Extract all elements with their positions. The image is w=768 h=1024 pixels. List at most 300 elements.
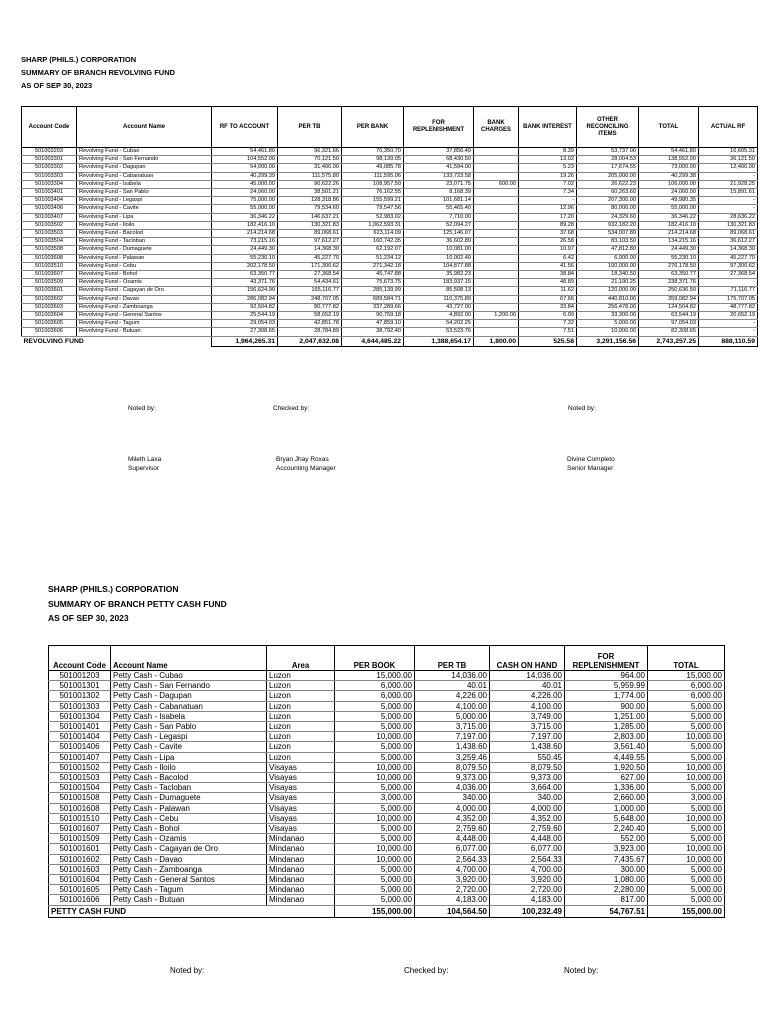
table-cell: 5,000.00 <box>335 783 415 793</box>
table-cell: Petty Cash - Dagupan <box>111 691 267 701</box>
table-cell: 16,605.31 <box>699 148 758 156</box>
col-header: ACTUAL RF <box>699 107 758 148</box>
table-cell: 41.56 <box>519 262 577 270</box>
total-cell: 155,000.00 <box>335 905 415 917</box>
table-cell: 3,923.00 <box>565 844 648 854</box>
table-cell: Revolving Fund - General Santos <box>77 312 212 320</box>
table-cell: 6,077.00 <box>415 844 490 854</box>
table-cell: 26.58 <box>519 238 577 246</box>
table-cell: 6,000.00 <box>648 681 725 691</box>
table-cell: 165,116.77 <box>278 287 342 295</box>
table-cell: 80,000.00 <box>577 205 639 213</box>
table-cell: 130,321.83 <box>278 221 342 229</box>
table-cell: 53,523.76 <box>404 328 474 336</box>
total-label: REVOLVING FUND <box>22 336 212 346</box>
col-header: Area <box>267 646 335 671</box>
table-row <box>22 287 758 295</box>
table-cell: - <box>699 197 758 205</box>
table-row <box>49 681 725 691</box>
report-date: AS OF SEP 30, 2023 <box>48 613 129 623</box>
report2-header <box>48 582 227 626</box>
table-cell: 501003407 <box>22 213 77 221</box>
table-cell: 9,373.00 <box>415 773 490 783</box>
table-cell: 285,139.99 <box>342 287 404 295</box>
table-cell: 1,438.60 <box>490 742 565 752</box>
total-cell: 100,232.49 <box>490 905 565 917</box>
table-cell <box>474 213 519 221</box>
table-cell: - <box>699 328 758 336</box>
col-header: TOTAL <box>639 107 699 148</box>
table-cell: 4,700.00 <box>415 864 490 874</box>
table-cell: 1,000.00 <box>565 803 648 813</box>
table-cell: 28,784.89 <box>278 328 342 336</box>
table-cell: Petty Cash - Tacloban <box>111 783 267 793</box>
table-cell: 130,321.83 <box>699 221 758 229</box>
table-cell: 5,000.00 <box>335 834 415 844</box>
table-cell: 214,214.68 <box>212 230 278 238</box>
table-cell: Luzon <box>267 681 335 691</box>
table-cell: 337,289.66 <box>342 303 404 311</box>
total-cell: 1,964,265.31 <box>212 336 278 346</box>
table-row <box>22 213 758 221</box>
table-cell: Petty Cash - Butuan <box>111 895 267 905</box>
table-cell: 286,082.94 <box>212 295 278 303</box>
table-cell: 2,564.33 <box>490 854 565 864</box>
table-cell: Visayas <box>267 783 335 793</box>
table-cell: Revolving Fund - Ozamis <box>77 279 212 287</box>
table-cell: Visayas <box>267 824 335 834</box>
table-cell: Revolving Fund - Dagupan <box>77 164 212 172</box>
table-cell: 10,000.00 <box>648 773 725 783</box>
table-row <box>49 701 725 711</box>
table-cell: 5,000.00 <box>335 742 415 752</box>
table-cell: 4,448.00 <box>490 834 565 844</box>
table-cell: 182,416.10 <box>212 221 278 229</box>
table-cell: 134,215.16 <box>639 238 699 246</box>
signatory-role: Senior Manager <box>567 465 614 472</box>
table-cell: 4,449.55 <box>565 752 648 762</box>
total-cell: 2,743,257.25 <box>639 336 699 346</box>
table-cell: 41,594.00 <box>404 164 474 172</box>
table-cell: 20,652.19 <box>699 312 758 320</box>
table-cell: 5,000.00 <box>648 834 725 844</box>
table-cell: 37.68 <box>519 230 577 238</box>
table-cell: 4,000.00 <box>415 803 490 813</box>
table-cell: 101,681.14 <box>404 197 474 205</box>
table-cell: 207,300.00 <box>577 197 639 205</box>
table-cell: 7.32 <box>519 320 577 328</box>
total-cell: 4,644,485.22 <box>342 336 404 346</box>
table-cell: 40.01 <box>415 681 490 691</box>
signatory-supervisor <box>128 455 161 473</box>
table-cell: 6,000.00 <box>335 681 415 691</box>
col-header: RF TO ACCOUNT <box>212 107 278 148</box>
table-cell: 4,183.00 <box>490 895 565 905</box>
col-header: FOR REPLENISHMENT <box>565 646 648 671</box>
table-cell: 53,737.00 <box>577 148 639 156</box>
report1-header <box>21 53 175 92</box>
table-cell <box>474 238 519 246</box>
table-cell: 68,430.50 <box>404 156 474 164</box>
table-cell: 3,920.00 <box>490 875 565 885</box>
table-cell: 89,068.61 <box>278 230 342 238</box>
table-cell: 7,710.00 <box>404 213 474 221</box>
table-cell: Revolving Fund - San Pablo <box>77 189 212 197</box>
table-cell: 13.02 <box>519 156 577 164</box>
table-cell: - <box>519 197 577 205</box>
table-cell: Revolving Fund - Butuan <box>77 328 212 336</box>
table-cell: 5,000.00 <box>335 803 415 813</box>
table-cell: 501001605 <box>49 885 111 895</box>
table-cell: 90,622.26 <box>278 180 342 188</box>
table-cell: Revolving Fund - Dumaguete <box>77 246 212 254</box>
revolving-fund-rows <box>22 148 758 337</box>
table-row <box>49 885 725 895</box>
table-cell: 160,742.35 <box>342 238 404 246</box>
table-cell: 12,406.00 <box>699 164 758 172</box>
table-cell: 501001302 <box>49 691 111 701</box>
table-cell: 8,079.50 <box>415 762 490 772</box>
signatory-role: Accounting Manager <box>276 465 336 472</box>
signatory-accounting-manager <box>276 455 336 473</box>
table-cell: 501001604 <box>49 875 111 885</box>
table-cell: 35,982.23 <box>404 271 474 279</box>
table-cell: 5,000.00 <box>648 803 725 813</box>
table-cell: 7,197.00 <box>415 732 490 742</box>
table-cell: 3,715.00 <box>490 722 565 732</box>
table-cell: 36,346.22 <box>639 213 699 221</box>
table-cell: 5,000.00 <box>648 722 725 732</box>
table-cell: 10.97 <box>519 246 577 254</box>
total-cell: 1,388,654.17 <box>404 336 474 346</box>
table-cell: 6,077.00 <box>490 844 565 854</box>
table-cell <box>474 328 519 336</box>
table-cell: 96,321.66 <box>278 148 342 156</box>
table-row <box>22 328 758 336</box>
table-cell: 52,983.02 <box>342 213 404 221</box>
table-cell: 15,000.00 <box>335 671 415 681</box>
table-cell: 10,000.00 <box>648 813 725 823</box>
total-row <box>49 905 725 917</box>
table-cell: 501001203 <box>49 671 111 681</box>
table-cell: 97,612.27 <box>278 238 342 246</box>
table-cell: 1,336.00 <box>565 783 648 793</box>
table-cell: 38,501.21 <box>278 189 342 197</box>
table-cell: 36,121.50 <box>699 156 758 164</box>
table-cell: 7.02 <box>519 180 577 188</box>
table-cell: 3,715.00 <box>415 722 490 732</box>
table-row <box>49 854 725 864</box>
table-cell <box>474 164 519 172</box>
table-row <box>22 295 758 303</box>
table-cell: 3,000.00 <box>335 793 415 803</box>
table-cell: 183,937.15 <box>404 279 474 287</box>
col-header: Account Name <box>111 646 267 671</box>
table-cell: 70,350.70 <box>342 148 404 156</box>
table-cell: 146,637.21 <box>278 213 342 221</box>
total-cell: 1,800.00 <box>474 336 519 346</box>
table-cell: 501003401 <box>22 189 77 197</box>
table-cell: 97,054.03 <box>639 320 699 328</box>
table-cell: Luzon <box>267 671 335 681</box>
table-row <box>49 895 725 905</box>
table-row <box>49 875 725 885</box>
table-cell: 45,000.00 <box>212 180 278 188</box>
table-cell: 63,350.77 <box>639 271 699 279</box>
table-row <box>49 722 725 732</box>
table-cell: 27,308.65 <box>212 328 278 336</box>
table-cell: 63,350.77 <box>212 271 278 279</box>
table-row <box>22 271 758 279</box>
table-cell: 501003302 <box>22 164 77 172</box>
table-cell: 501001303 <box>49 701 111 711</box>
table-cell: 38,792.40 <box>342 328 404 336</box>
table-cell: 47,812.80 <box>577 246 639 254</box>
table-cell: 5,000.00 <box>648 895 725 905</box>
table-cell: 92,504.82 <box>212 303 278 311</box>
table-cell: 110,375.89 <box>404 295 474 303</box>
table-cell: 8,168.39 <box>404 189 474 197</box>
table-cell: 67.66 <box>519 295 577 303</box>
table-cell: 340.00 <box>490 793 565 803</box>
table-row <box>22 312 758 320</box>
table-cell: 6,000.00 <box>648 691 725 701</box>
table-cell: 73,000.00 <box>639 164 699 172</box>
table-cell: 6,000.00 <box>577 254 639 262</box>
table-cell: 156,624.90 <box>212 287 278 295</box>
table-cell: 80,777.82 <box>278 303 342 311</box>
table-cell: 6,000.00 <box>335 691 415 701</box>
report-date: AS OF SEP 30, 2023 <box>21 81 93 90</box>
total-cell: 3,291,156.56 <box>577 336 639 346</box>
signatory-role: Supervisor <box>128 465 160 472</box>
table-cell: Luzon <box>267 701 335 711</box>
table-cell: Revolving Fund - Davao <box>77 295 212 303</box>
table-cell: Mindanao <box>267 844 335 854</box>
table-cell: Petty Cash - Isabela <box>111 711 267 721</box>
table-row <box>49 813 725 823</box>
table-cell: Petty Cash - Cubao <box>111 671 267 681</box>
table-cell: 501003608 <box>22 254 77 262</box>
table-cell: 5,000.00 <box>335 875 415 885</box>
table-cell: 1,080.00 <box>565 875 648 885</box>
table-cell: 4,183.00 <box>415 895 490 905</box>
table-cell: 1,438.60 <box>415 742 490 752</box>
table-cell: 501001301 <box>49 681 111 691</box>
table-cell <box>474 295 519 303</box>
table-cell: 79,534.60 <box>278 205 342 213</box>
table-cell: 11.62 <box>519 287 577 295</box>
table-row <box>22 320 758 328</box>
report-title: SUMMARY OF BRANCH REVOLVING FUND <box>21 68 176 77</box>
table-cell <box>474 303 519 311</box>
table-cell <box>474 246 519 254</box>
table-cell: 89,068.61 <box>699 230 758 238</box>
table-cell: Luzon <box>267 691 335 701</box>
col-header: BANK CHARGES <box>474 107 519 148</box>
table-cell: 124,504.82 <box>639 303 699 311</box>
table-row <box>49 773 725 783</box>
table-cell: 501003604 <box>22 312 77 320</box>
total-cell: 525.58 <box>519 336 577 346</box>
table-cell: Petty Cash - Cabanatuan <box>111 701 267 711</box>
table-cell: 5,000.00 <box>335 895 415 905</box>
table-cell: 89.28 <box>519 221 577 229</box>
table-cell: 689,584.71 <box>342 295 404 303</box>
table-cell: 75,673.75 <box>342 279 404 287</box>
table-cell: Mindanao <box>267 864 335 874</box>
table-cell: Petty Cash - Legaspi <box>111 732 267 742</box>
table-cell: 40,299.39 <box>212 172 278 180</box>
table-cell <box>474 189 519 197</box>
table-cell: 5,959.99 <box>565 681 648 691</box>
table-cell: 40.01 <box>490 681 565 691</box>
table-cell: 54,461.80 <box>639 148 699 156</box>
table-cell: 1,774.00 <box>565 691 648 701</box>
table-cell: Luzon <box>267 711 335 721</box>
table-cell: 33.84 <box>519 303 577 311</box>
table-cell: 7,197.00 <box>490 732 565 742</box>
table-cell: 4,100.00 <box>415 701 490 711</box>
table-cell: 3,920.00 <box>415 875 490 885</box>
table-cell: 14,368.30 <box>278 246 342 254</box>
table-cell: 501001601 <box>49 844 111 854</box>
table-cell: Revolving Fund - Iloilo <box>77 221 212 229</box>
table-cell: 28,004.53 <box>577 156 639 164</box>
table-cell: 5,000.00 <box>335 722 415 732</box>
table-cell: Visayas <box>267 803 335 813</box>
table-cell: Revolving Fund - Bohol <box>77 271 212 279</box>
table-cell <box>474 230 519 238</box>
table-cell: 10,000.00 <box>335 854 415 864</box>
table-cell: 205,000.00 <box>577 172 639 180</box>
table-cell: Petty Cash - Bacolod <box>111 773 267 783</box>
table-cell: 359,082.94 <box>639 295 699 303</box>
table-cell: 5,000.00 <box>648 824 725 834</box>
table-row <box>22 164 758 172</box>
col-header: PER TB <box>415 646 490 671</box>
col-header: OTHER RECONCILING ITEMS <box>577 107 639 148</box>
table-row <box>22 238 758 246</box>
table-cell: 501001404 <box>49 732 111 742</box>
table-cell: - <box>699 172 758 180</box>
table-cell: 55,230.10 <box>639 254 699 262</box>
table-cell: 45,227.70 <box>278 254 342 262</box>
table-cell: 501003605 <box>22 320 77 328</box>
table-cell: 10,000.00 <box>335 813 415 823</box>
table-cell: 501003406 <box>22 205 77 213</box>
col-header: TOTAL <box>648 646 725 671</box>
total-cell: 155,000.00 <box>648 905 725 917</box>
table-cell: 111,595.06 <box>342 172 404 180</box>
col-header: FOR REPLENISHMENT <box>404 107 474 148</box>
table-cell <box>474 172 519 180</box>
table-cell: 38.84 <box>519 271 577 279</box>
table-cell: 15,000.00 <box>648 671 725 681</box>
signatory-name: Bryan Jhay Roxas <box>276 456 329 463</box>
table-cell: Petty Cash - San Pablo <box>111 722 267 732</box>
table-cell: Visayas <box>267 762 335 772</box>
table-cell: 4,100.00 <box>490 701 565 711</box>
checked-by-label: Checked by: <box>404 966 449 975</box>
table-cell: 501003509 <box>22 279 77 287</box>
table-cell: 501001406 <box>49 742 111 752</box>
table-cell: 5,000.00 <box>577 320 639 328</box>
table-cell: 501001607 <box>49 824 111 834</box>
table-cell: 54,434.61 <box>278 279 342 287</box>
table-cell: 36,612.27 <box>699 238 758 246</box>
table-cell: 49,980.35 <box>639 197 699 205</box>
company-name: SHARP (PHILS.) CORPORATION <box>21 55 137 64</box>
table-cell: 4,352.00 <box>490 813 565 823</box>
table-cell: 2,803.00 <box>565 732 648 742</box>
table-cell: 501003603 <box>22 303 77 311</box>
table-cell: 501001304 <box>49 711 111 721</box>
table-cell: 19.26 <box>519 172 577 180</box>
table-cell: 534,007.80 <box>577 230 639 238</box>
table-cell: 24,060.00 <box>212 189 278 197</box>
table-cell: 28,636.22 <box>699 213 758 221</box>
table-cell: 248,707.05 <box>278 295 342 303</box>
table-cell: Mindanao <box>267 834 335 844</box>
table-cell: Petty Cash - Zamboanga <box>111 864 267 874</box>
table-row <box>49 732 725 742</box>
table-cell: 8.39 <box>519 148 577 156</box>
table-cell: 4,000.00 <box>490 803 565 813</box>
table-cell: Petty Cash - Bohol <box>111 824 267 834</box>
table-row <box>49 762 725 772</box>
table-cell <box>474 156 519 164</box>
table-cell: 440,810.00 <box>577 295 639 303</box>
table-row <box>22 246 758 254</box>
table-row <box>22 303 758 311</box>
table-cell <box>474 205 519 213</box>
table-cell: 501001504 <box>49 783 111 793</box>
table-cell: Revolving Fund - Legaspi <box>77 197 212 205</box>
table-cell <box>474 221 519 229</box>
table-cell: 171,300.62 <box>278 262 342 270</box>
petty-cash-table <box>48 645 725 918</box>
table-cell: 54,202.25 <box>404 320 474 328</box>
table-cell: 97,300.62 <box>699 262 758 270</box>
total-cell: 2,047,632.08 <box>278 336 342 346</box>
table-cell: 627.00 <box>565 773 648 783</box>
table-cell: 9,373.00 <box>490 773 565 783</box>
table-cell: 43,727.00 <box>404 303 474 311</box>
table-cell: - <box>699 205 758 213</box>
total-cell: 104,564.50 <box>415 905 490 917</box>
table-cell: 501003503 <box>22 230 77 238</box>
table-cell: 1,251.00 <box>565 711 648 721</box>
table-row <box>22 156 758 164</box>
table-cell: 10,000.00 <box>648 762 725 772</box>
table-cell: 90,759.18 <box>342 312 404 320</box>
report-title: SUMMARY OF BRANCH PETTY CASH FUND <box>48 598 227 609</box>
table-cell: 5,000.00 <box>335 864 415 874</box>
table-cell: 85,508.13 <box>404 287 474 295</box>
table-row <box>49 752 725 762</box>
table-cell: 73,215.16 <box>212 238 278 246</box>
table-cell: 24,060.00 <box>639 189 699 197</box>
table-cell: 120,000.00 <box>577 287 639 295</box>
table-cell: 4,226.00 <box>490 691 565 701</box>
table-cell: 10,000.00 <box>335 762 415 772</box>
table-cell: 501001603 <box>49 864 111 874</box>
table-cell: 5,000.00 <box>648 752 725 762</box>
table-cell: 52,094.27 <box>404 221 474 229</box>
table-cell <box>474 279 519 287</box>
table-cell: 108,957.50 <box>342 180 404 188</box>
